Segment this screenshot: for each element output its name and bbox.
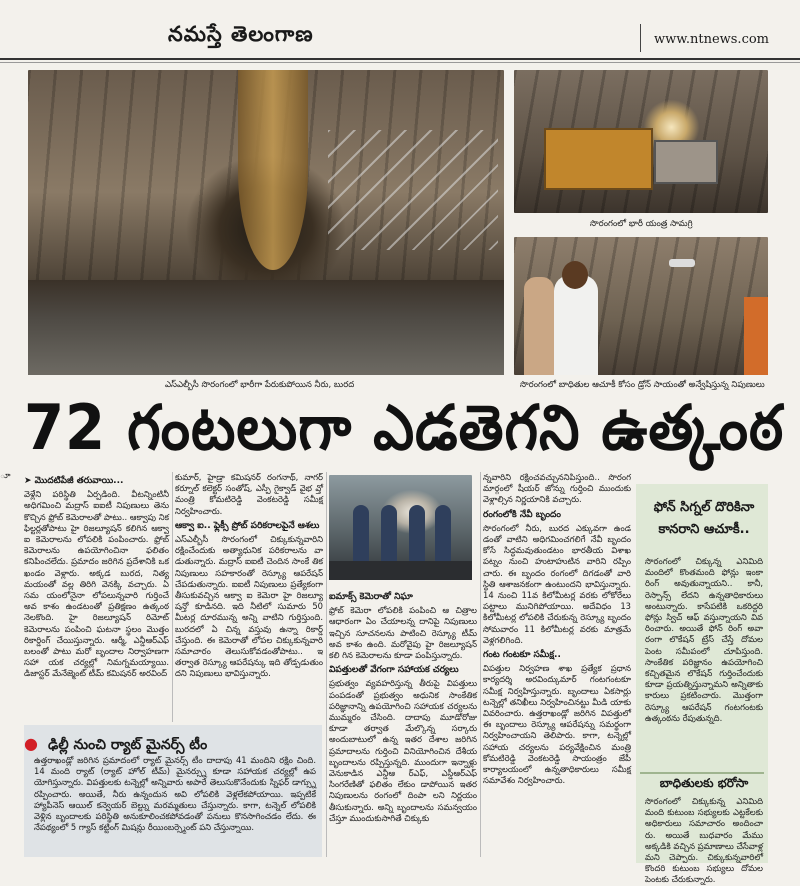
sidebar-story-1: [645, 556, 763, 766]
article-column-4: [483, 472, 631, 850]
rescuer-figure: [524, 277, 554, 375]
tunnel-machinery-photo: [514, 70, 768, 213]
boxed-story-title: [24, 734, 207, 756]
flooded-track: [28, 280, 504, 375]
rescuer-figure: [744, 297, 768, 375]
continued-label: ➤ మొదటిపేజీ తరువాయి...: [24, 476, 124, 486]
paragraph: కుమార్, హైడ్రా కమిషనర్ రంగనాథ్, నాగర్ కర్నూల్ కలెక్టర్ సంతోష్, ఎస్పీ గైక్వాడ్ వైభ వ్తో మంత్రి కోమటిరెడ్డి వెంకటరెడ్డి సమీక్ష నిర్వహించారు.: [175, 472, 323, 516]
subheading: ఆక్వా ఐ.. ఫ్లెక్సీ ప్రోబ్ పరికరాలపైనే ఆశలు: [175, 520, 320, 531]
subheading: ఐమాక్స్ కెమెరాతో నిఘా: [329, 592, 413, 602]
sidebar-heading: [645, 497, 763, 541]
sidebar-heading-line: ఫోన్ సిగ్నల్ దొరికినా: [653, 500, 755, 515]
worker-figure: [381, 505, 397, 563]
rescuer-head: [562, 261, 588, 289]
sidebar-story-2: [645, 796, 763, 885]
worker-figure: [435, 505, 451, 563]
article-column-3: [329, 588, 477, 850]
worker-figure: [409, 505, 425, 563]
bullet-icon: ●: [24, 734, 38, 753]
paragraph: సొరంగంలో చిక్కున్న ఎనిమిది మందిలో కొంతమంది ఫోన్లు ఇంకా రింగ్ అవుతున్నాయని.. కానీ, రెస్పాన్స్ లేదని ఉన్నతాధికారులు అంటున్నారు. కాసేపటికి ఒకరిద్దరి ఫోన్లు స్విచ్ ఆఫ్ వస్తున్నాయని వివ రించారు. అయితే ఫోన్ రింగ్ అవా రంగా లొకేషన్ ట్రేస్ చేస్తే దోమల పెంట సమీపంలో చూపిస్తుంది. సాంకేతిక పరిజ్ఞానం ఉపయోగించి కచ్చితమైన లొకేషన్ గుర్తించేందుకు కూడా ప్రయత్నిస్తున్నామని అన్నితాకు కారులు ప్రకటించారు. మొత్తంగా రెస్క్యూ ఆపరేషన్ గంటగంటకు ఉత్కంఠను రేపుతున్నది.: [645, 556, 763, 723]
machine-unit: [654, 140, 718, 184]
sidebar-heading-line: కానరాని ఆచూకీ..: [658, 522, 750, 537]
scaffolding: [328, 130, 498, 250]
paragraph: సొరంగంలో నీరు, బురద ఎక్కువగా ఉండ డంతో వాటిని అధిగమించగలిగే నేవీ బృందం కోసే సిద్ధమవుతుండటం భారతీయ విశాఖ పట్నం నుంచి హుటాహుటిన వారిని రప్పిం చారు. ఈ బృందం రంగంలో దిగడంతో వారి స్థితి ఆశాజనకంగా ఉంటుందని భావిస్తున్నారు. 14 నుంచి 11వ కిలోమీటర్ల వరకు లోకోరేలు పట్టాలు మునిగిపోయాయి. అదేవిధం 13 కిలోమీటర్ల లోపలికి చేరుకున్న రెస్క్యూ బృందం సోమవారం 11 కిలోమీటర్ల వరకు మాత్రమే వెళ్లగలిగింది.: [483, 522, 631, 645]
subheading: విపత్తులతో వేగంగా సహాయక చర్యలు: [329, 665, 459, 676]
column-rule: [326, 472, 327, 857]
worker-figure: [353, 505, 369, 563]
rescue-team-photo: [329, 475, 472, 580]
photo-caption: ఎస్ఎల్బీసీ సొరంగంలో భారీగా పేరుకుపోయిన నీరు, బురద: [165, 380, 355, 390]
column-fragment: ూ: [0, 470, 11, 480]
boxed-title-text: ఢిల్లీ నుంచి ర్యాట్ మైనర్స్ టీం: [47, 737, 208, 753]
site-url[interactable]: www.ntnews.com: [654, 32, 770, 47]
header-divider: [640, 24, 641, 52]
equipment-base: [329, 561, 472, 580]
article-column-1: [24, 472, 169, 720]
paragraph: ఫ్రోబ్ కెమెరా లోపలికి పంపించి ఆ చిత్రాల ఆధారంగా ఏం చేయాలన్న దానిపై నిపుణులు ఇచ్చిన సూచనలను పాటించి రెస్క్యూ టీమ్ అవ కాశం ఉంది. మరోవైపు హై రిజల్యూషన్ కలి గిన కెమెరాలను కూడా పంపిస్తున్నారు.: [329, 605, 477, 661]
drone-search-photo: [514, 237, 768, 375]
paragraph: సొరంగంలో చిక్కుకున్న ఎనిమిది మంది కుటుంబ సభ్యులకు ఎట్టకేలకు అధికారులు సమాచారం అందించా రు. అయితే బుధవారం మేము అక్కడికి వచ్చిన ప్రమాణాలు చేసేవాళ్ల మని చెప్పారు. చిక్కుకున్నవారిలో కొందరి కుటుంబ సభ్యులు దోమల పెంటకు చేరుకున్నారు.: [645, 796, 763, 885]
subheading: రంగంలోకి నేవీ బృందం: [483, 509, 561, 520]
column-rule: [172, 472, 173, 722]
column-rule: [480, 472, 481, 857]
page-header: [0, 0, 800, 58]
paragraph: ప్రభుత్వం వ్యవహరిస్తున్న తీరుపై విపత్తులు పంపడంతో ప్రభుత్వం అధునిక సాంకేతిక పరిజ్ఞానాన్ని ఉపయోగించి సహాయక చర్యలను ముమ్మరం చేసింది. దాదాపు మూడోరోజు కూడా తర్వాత మేల్కొన్న సర్కారు అందుబాటులో ఉన్న ఇతర దేశాల జరిగిన ప్రమాదాలను గుర్తించి వినియోగించిన దేశీయ బృందాలను రప్పిస్తున్నది. ముందుగా ఇన్నాళ్లు వెనుకాడిన ఎన్డీఆ ర్ఎఫ్, ఎస్డీఆర్ఎఫ్ సింగరేణితో ఫలితం లేకుం డాపోయిన ఇతర నిపుణులను రంగంలో దింపా లని నిర్ణయం తీసుకున్నారు. అన్ని బృందాలను సమన్వయం చేస్తూ ముందుకుసాగితే చిక్కుకు: [329, 678, 477, 823]
sidebar-divider: [640, 772, 764, 774]
ventilation-duct: [238, 70, 308, 270]
paragraph: వెళ్లేని పరిస్థితి ఏర్పడింది. వీటన్నింటినీ అధిగమించి మద్రాస్ ఐఐటీ నిపుణులు తెను కొచ్చిన ఫ్రోబ్ కెమెరాలతో పాటు.. ఆక్వాపు నిక ఫిల్టర్లతోపాటు హై రిజల్యూషన్ కలిగిన ఆక్వా ఐ కెమెరాలను లోపలికి పంపించారు. ఫ్రోబ్ కెమెరాలను ఉపయోగించినా ఫలితం కనిపించలేదు. ప్రమాదం జరిగిన ప్రదేశానికి ఒక ఖండం వెళ్లారు. అక్కడ బురద, నిత్య మయంతో వల్ల తిరిగి వెనక్కి వచ్చారు. ఏ సమ యంలోనైనా లోపలున్నవారి గుర్తించే అవ కాశం ఉండటంతో ప్రతిక్షణం ఉత్కంఠ నెలకొంది. హై రిజల్యూషన్ రిమోట్ కెమెరాలను పంపించి ఘటనా స్థలం మొత్తం రికార్డింగ్ చేయిస్తున్నారు. ఆర్మీ, ఎన్డీఆర్ఎఫ్ బలంతో పాటు మరో బృందాల నిర్వాహణగా సహా యక చర్యల్లో నిమగ్నమయ్యాయి. డిజాస్టర్ మేనేజ్మెంట్ టీమ్ కమిషనర్ అరవింద్: [24, 489, 169, 679]
photo-caption: సొరంగంలో బాధితుల ఆచూకీ కోసం డ్రోన్ సాయంతో అన్వేషిస్తున్న నిపుణులు: [520, 380, 765, 390]
masthead: నమస్తే తెలంగాణ: [168, 22, 314, 46]
machine-body: [544, 128, 653, 190]
header-rule: [0, 58, 800, 60]
paragraph: ఎస్ఎల్బీసీ సొరంగంలో చిక్కుకున్నవారిని రక్షించేందుకు అత్యాధునిక పరికరాలను వా డుతున్నారు. మద్రాస్ ఐఐటీ చెందిన సాంకే తిక నిపుణులు సహకారంతో రెస్క్యూ ఆపరేషన్ చేపడుతున్నారు. ఐఐటీ నిపుణులు ప్రత్యేకంగా తీసుకువచ్చిన ఆక్వా ఐ కెమెరా హై రిజల్యూ షన్తో కూడినది. ఇది నీటిలో సుమారు 50 మీటర్ల దూరమున్న అన్ని వాటిని గుర్తిస్తుంది. బురదలో ఏ చిన్న వస్తువు ఉన్నా రికార్డ్ చేస్తుంది. ఈ కెమెరాతో లోపల చిక్కుకున్నవారి సమాచారం తెలుసుకోవడంతోపాటు.. ఇ తర్వాత రెస్క్యూ ఆపరేషన్కు ఇది తోడ్పడుతుం దని నిపుణులు భావిస్తున్నారు.: [175, 534, 323, 679]
rescuer-figure: [554, 275, 598, 375]
sidebar-heading-2: బాధితులకు భరోసా: [659, 776, 749, 790]
header-rule-thin: [0, 62, 800, 63]
paragraph: న్నవారిని రక్షించవచ్చుననిపిస్తుంది.. సొరంగ మార్గంలో షీయర్ జోన్ను గుర్తించి ముందుకు వెళ్లాల్సిన నిర్ణయానికి వచ్చారు.: [483, 472, 631, 505]
photo-caption: సొరంగంలో భారీ యంత్ర సామగ్రి: [590, 219, 693, 229]
drone-icon: [669, 259, 695, 267]
tunnel-main-photo: [28, 70, 504, 375]
subheading: గంట గంటకూ సమీక్ష..: [483, 650, 561, 661]
headline: 72 గంటలుగా ఎడతెగని ఉత్కంఠ: [24, 391, 785, 464]
paragraph: విపత్తుల నిర్వహణ శాఖ ప్రత్యేక ప్రధాన కార్యదర్శి అరవింద్కుమార్ గంటగంటకూ సమీక్ష నిర్వహిస్తున్నారు. బృందాలు ఏకసార్లు టన్నెల్లో తనిఖీలు నిర్వహించినట్టు మీడి యాకు వివరించారు. ఉత్తరాఖండ్లో జరిగిన విపత్తులో ఈ బృందాలు రెస్క్యూ ఆపరేషన్ను సమర్థంగా నిర్వహించాయని తెలిపారు. కాగా, టన్నెల్లో సహాయ చర్యలను పర్యవేక్షించిన మంత్రి కోమటిరెడ్డి వెంకటరెడ్డి సాయంత్రం జేపీ కార్యాలయంలో ఉన్నతాధికారులు సమీక్ష సమావేశం నిర్వహించారు.: [483, 663, 631, 786]
boxed-story-text: ఉత్తరాఖండ్లో జరిగిన ప్రమాదంలో ర్యాట్ మైనర్స్ టీం దాదాపు 41 మందిని రక్షిం చింది. 14 మంది ర్యాట్ (ర్యాట్ హోల్ టీమ్) మైనర్స్ను కూడా సహాయక చర్యల్లో ఉప యోగిస్తున్నారు. విపత్తులకు టన్నెల్లో అన్నివారు అపారే తెలుసుకొనేందుకు స్నిఫర్ డాగ్స్ను రప్పించారు. అయితే, నీరు ఉన్నందున అవి లోపలికి వెళ్లలేకపోయాయి. ఇప్పటికే హ్యాపీనెస్ ఆయిల్ కన్వెయర్ బెల్ట్ను మరమ్మతులు చేస్తున్నారు. కాగా, టన్నెల్ లోపలికి వెళ్లిన బృందాలకు పరిస్థితి అనుకూలించకపోవడంతో పనులు కొనసాగించడం లేదు. ఈ నేపథ్యంలో 5 గ్యాస్ కట్టింగ్ మిషన్లు రీయింబర్స్మెంట్ పని చేస్తున్నాయి.: [34, 755, 316, 833]
